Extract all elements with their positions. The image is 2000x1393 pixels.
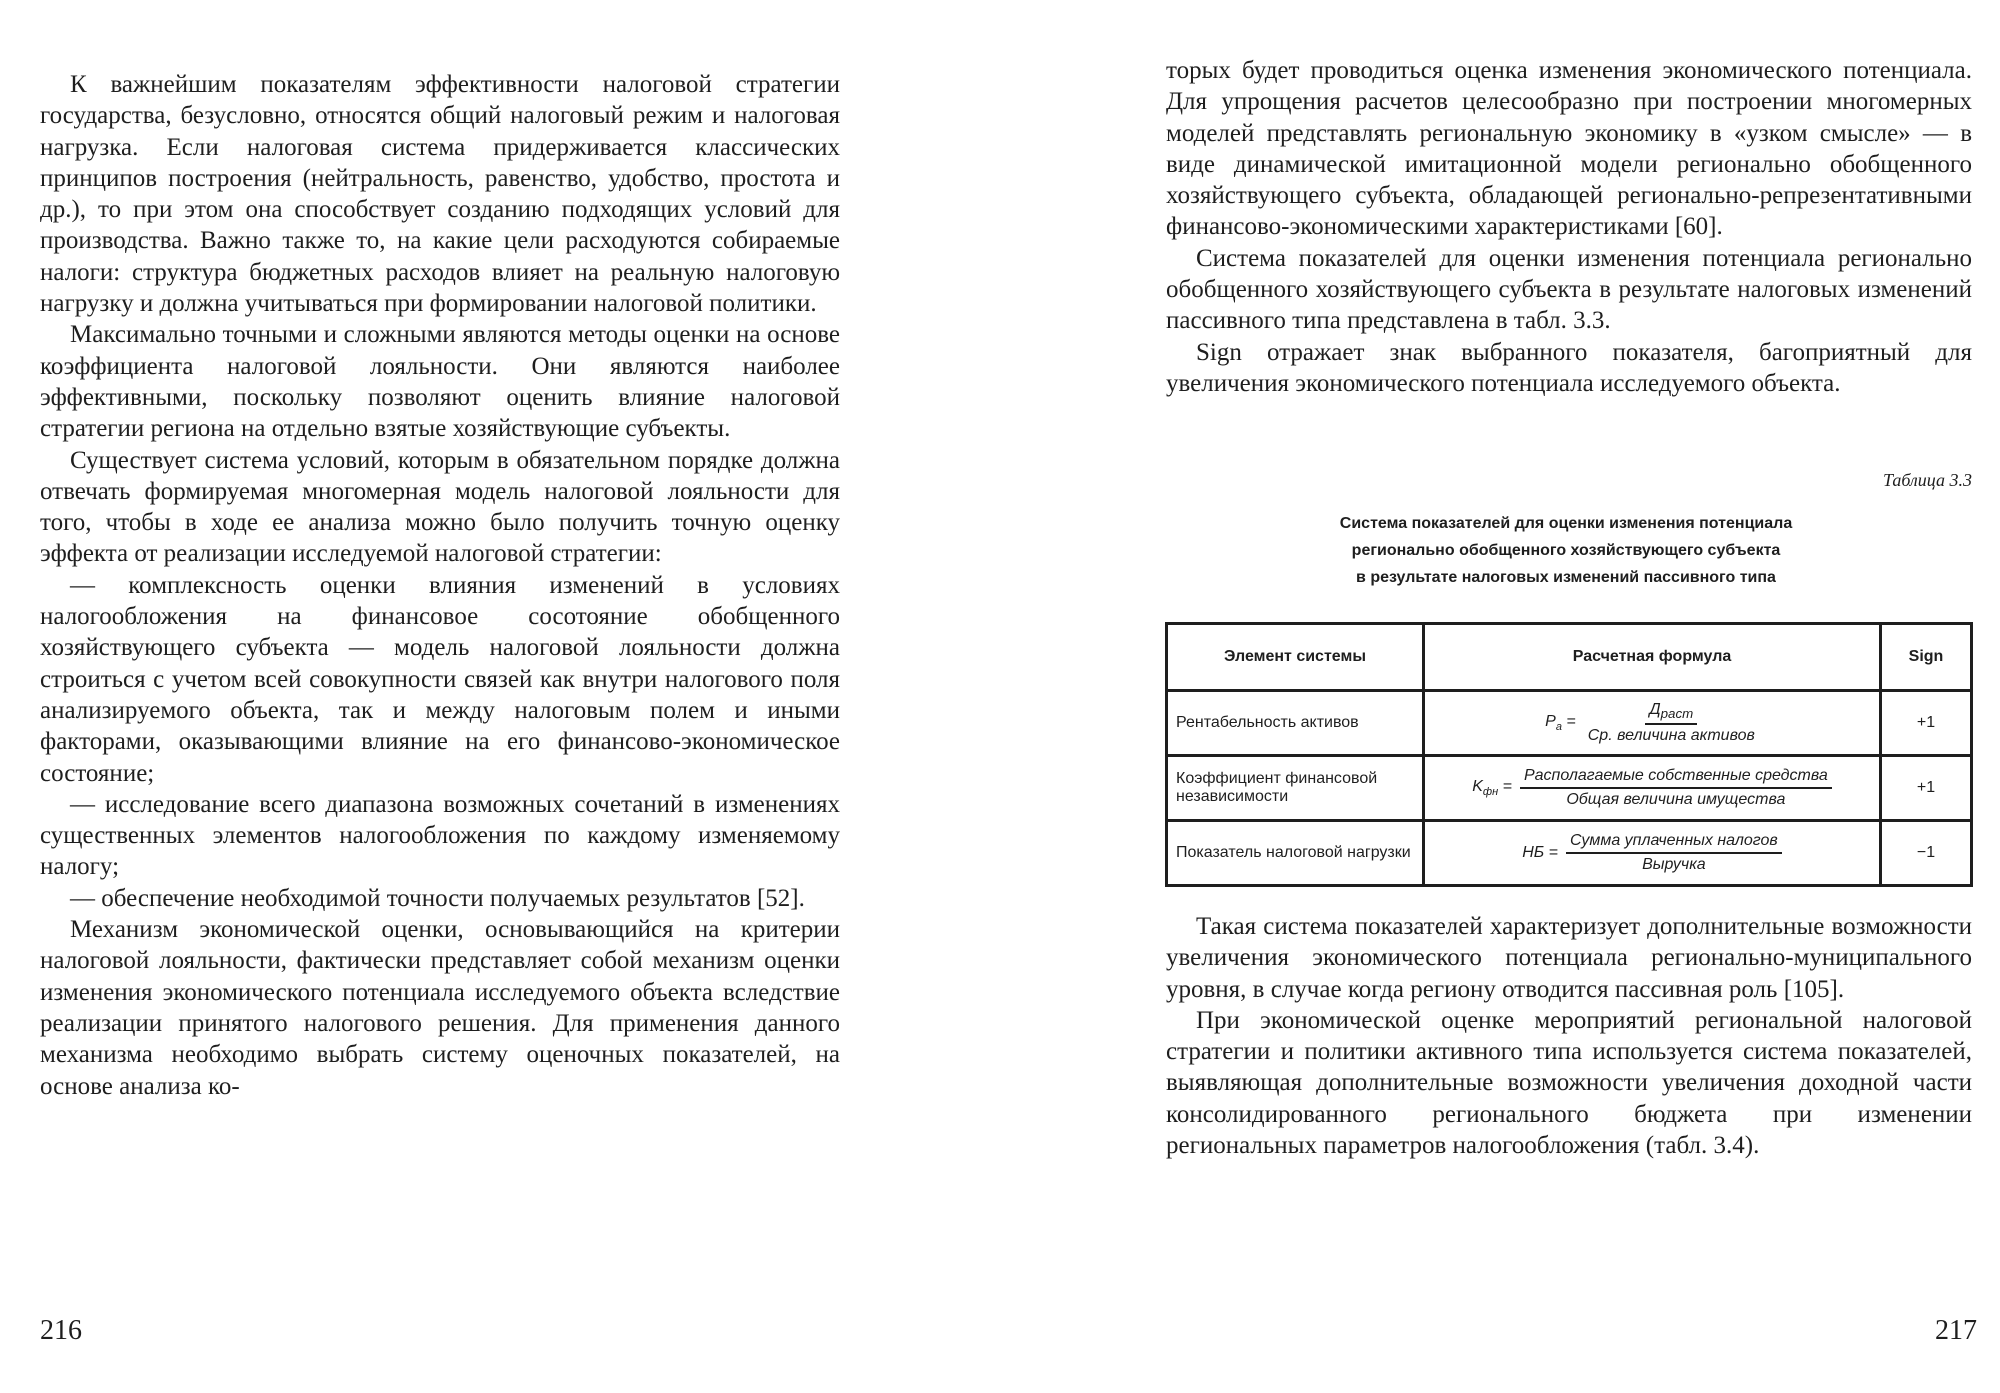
formula-numerator: Располагаемые собственные средства <box>1520 767 1832 789</box>
right-body-text-lower <box>1166 911 1972 1161</box>
formula <box>1522 832 1782 874</box>
sign-cell: +1 <box>1881 691 1972 756</box>
formula-denominator: Выручка <box>1642 856 1706 873</box>
formula-cell <box>1424 691 1881 756</box>
header-sign: Sign <box>1881 624 1972 691</box>
formula <box>1472 767 1832 809</box>
sign-cell: +1 <box>1881 756 1972 821</box>
table-header-row <box>1167 624 1972 691</box>
page-number: 216 <box>40 1315 82 1346</box>
header-formula: Расчетная формула <box>1424 624 1881 691</box>
formula-numerator: $Д_{раст}$ <box>1645 701 1697 725</box>
formula-cell <box>1424 821 1881 886</box>
list-item: — обеспечение необходимой точности получаемых результатов [52]. <box>70 884 805 912</box>
table-caption <box>1160 510 1972 591</box>
formula-denominator: Ср. величина активов <box>1587 727 1755 745</box>
table-row <box>1167 821 1972 886</box>
formula-lhs: $P_a$ = <box>1545 712 1576 734</box>
caption-line: Система показателей для оценки изменения потенциала <box>1339 515 1793 532</box>
sign-cell: −1 <box>1881 821 1972 886</box>
table-row <box>1167 691 1972 756</box>
formula-denominator: Общая величина имущества <box>1566 791 1786 808</box>
paragraph: Существует система условий, которым в обязательном порядке должна отвечать формируемая многомерная модель налоговой лояльности для того, чтобы в ходе ее анализа можно было получить точную оценку эффекта от реализации исследуемой налоговой стратегии: <box>40 446 840 568</box>
right-page <box>1000 0 2000 1393</box>
caption-line: регионально обобщенного хозяйствующего субъекта <box>1351 542 1781 559</box>
formula-lhs: $K_{фн}$ = <box>1472 777 1512 799</box>
paragraph: Максимально точными и сложными являются методы оценки на основе коэффициента налоговой лояльности. Они являются наиболее эффективными, поскольку позволяют оценить влияние налоговой стратегии региона на отдельно взятые хозяйствующие субъекты. <box>40 321 840 443</box>
table-row <box>1167 756 1972 821</box>
header-element: Элемент системы <box>1167 624 1424 691</box>
formula-fraction <box>1520 767 1832 809</box>
formula-fraction <box>1566 832 1782 874</box>
formula-cell <box>1424 756 1881 821</box>
paragraph: Sign отражает знак выбранного показателя, багоприятный для увеличения экономического потенциала исследуемого объекта. <box>1166 338 1972 397</box>
paragraph: К важнейшим показателям эффективности налоговой стратегии государства, безусловно, относятся общий налоговый режим и налоговая нагрузка. Если налоговая система придерживается классических принципов построения (нейтральность, равенство, удобство, простота и др.), то при этом она способствует созданию подходящих условий для производства. Важно также то, на какие цели расходуются собираемые налоги: структура бюджетных расходов влияет на реальную налоговую нагрузку и должна учитываться при формировании налоговой политики. <box>40 71 840 318</box>
paragraph: При экономической оценке мероприятий региональной налоговой стратегии и политики активного типа используется система показателей, выявляющая дополнительные возможности увеличения доходной части консолидированного регионального бюджета при изменении региональных параметров налогообложения (табл. 3.4). <box>1166 1006 1972 1160</box>
table-label: Таблица 3.3 <box>1882 470 1972 490</box>
list-item: — исследование всего диапазона возможных сочетаний в изменениях существенных элементов налогообложения по каждому изменяемому налогу; <box>40 790 840 881</box>
page-number: 217 <box>1935 1315 1977 1346</box>
formula-lhs: НБ = <box>1522 844 1559 861</box>
formula <box>1545 701 1759 745</box>
left-body-text <box>40 69 840 1102</box>
right-body-text-upper <box>1166 55 1972 399</box>
element-cell: Рентабельность активов <box>1167 691 1424 756</box>
paragraph: Механизм экономической оценки, основывающийся на критерии налоговой лояльности, фактически представляет собой механизм оценки изменения экономического потенциала исследуемого объекта вследствие реализации принятого налогового решения. Для применения данного механизма необходимо выбрать систему оценочных показателей, на основе анализа ко- <box>40 916 840 1100</box>
indicators-table <box>1165 622 1973 887</box>
list-item: — комплексность оценки влияния изменений в условиях налогообложения на финансовое сосотояние обобщенного хозяйствующего субъекта — модель налоговой лояльности должна строиться с учетом всей совокупности связей как внутри налогового поля анализируемого объекта, так и между налоговым полем и иными факторами, оказывающими влияние на его финансово-экономическое состояние; <box>40 571 840 787</box>
formula-fraction <box>1584 701 1759 745</box>
caption-line: в результате налоговых изменений пассивного типа <box>1356 569 1776 586</box>
paragraph: торых будет проводиться оценка изменения экономического потенциала. Для упрощения расчетов целесообразно при построении многомерных моделей представлять региональную экономику в «узком смысле» — в виде динамической имитационной модели регионально обобщенного хозяйствующего субъекта, обладающей регионально-репрезентативными финансово-экономическими характеристиками [60]. <box>1166 57 1972 241</box>
element-cell: Показатель налоговой нагрузки <box>1167 821 1424 886</box>
paragraph: Такая система показателей характеризует дополнительные возможности увеличения экономического потенциала регионально-муниципального уровня, в случае когда региону отводится пассивная роль [105]. <box>1166 913 1972 1003</box>
formula-numerator: Сумма уплаченных налогов <box>1566 832 1782 854</box>
element-cell: Коэффициент финансовой независимости <box>1167 756 1424 821</box>
paragraph: Система показателей для оценки изменения потенциала регионально обобщенного хозяйствующего субъекта в результате налоговых изменений пассивного типа представлена в табл. 3.3. <box>1166 244 1972 335</box>
